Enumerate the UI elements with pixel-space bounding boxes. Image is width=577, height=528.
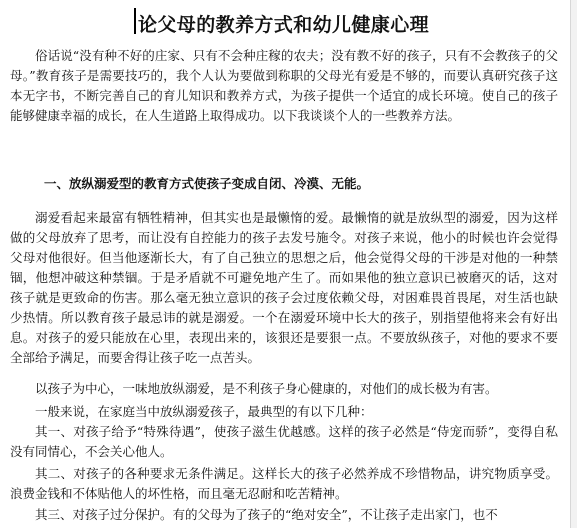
- intro-paragraph: 俗话说“没有种不好的庄家、只有不会种庄稼的农夫；没有教不好的孩子，只有不会教孩子的父母。”教育孩子是需要技巧的，我个人认为要做到称职的父母光有爱是不够的，而要认真研究孩子这本无字书，不断完善自己的育儿知识和教养方式，为孩子提供一个适宜的成长环境。使自己的孩子能够健康幸福的成长，在人生道路上取得成功。以下我谈谈个人的一些教养方法。: [10, 48, 558, 123]
- vertical-scrollbar-edge[interactable]: [570, 0, 577, 528]
- section1-heading: 一、放纵溺爱型的教育方式使孩子变成自闭、冷漠、无能。: [44, 176, 370, 191]
- section1-paragraph-4: 其一、对孩子给予“特殊待遇”，使孩子滋生优越感。这样的孩子必然是“侍宠而骄”，变得自私没有同情心，不会关心他人。: [10, 424, 558, 459]
- text-cursor: [134, 8, 136, 34]
- document-title: 论父母的教养方式和幼儿健康心理: [138, 14, 430, 36]
- section1-paragraph-3: 一般来说，在家庭当中放纵溺爱孩子，最典型的有以下几种：: [35, 404, 373, 419]
- section1-paragraph-5: 其二、对孩子的各种要求无条件满足。这样长大的孩子必然养成不珍惜物品，讲究物质享受。浪费金钱和不体贴他人的坏性格，而且毫无忍耐和吃苦精神。: [10, 466, 558, 501]
- section1-paragraph-6: 其三、对孩子过分保护。有的父母为了孩子的“绝对安全”，不让孩子走出家门，也不: [35, 507, 498, 522]
- section1-paragraph-1: 溺爱看起来最富有牺牲精神，但其实也是最懒惰的爱。最懒惰的就是放纵型的溺爱，因为这样做的父母放弃了思考，而让没有自控能力的孩子去发号施令。对孩子来说，他小的时候也许会觉得父母对他很好。但当他逐渐长大，有了自己独立的思想之后，他会觉得父母的干涉是对他的一种禁锢，他想冲破这种禁锢。于是矛盾就不可避免地产生了。而如果他的独立意识已被磨灭的话，这对孩子就是更致命的伤害。那么毫无独立意识的孩子会过度依赖父母，对困难畏首畏尾，对生活也缺少热情。所以教育孩子最忌讳的就是溺爱。一个在溺爱环境中长大的孩子，别指望他将来会有好出息。对孩子的爱只能放在心里，表现出来的，该狠还是要狠一点。不要放纵孩子，对他的要求不要全部给予满足，而要舍得让孩子吃一点苦头。: [10, 210, 558, 365]
- section1-paragraph-2: 以孩子为中心，一味地放纵溺爱，是不利孩子身心健康的，对他们的成长极为有害。: [35, 381, 498, 396]
